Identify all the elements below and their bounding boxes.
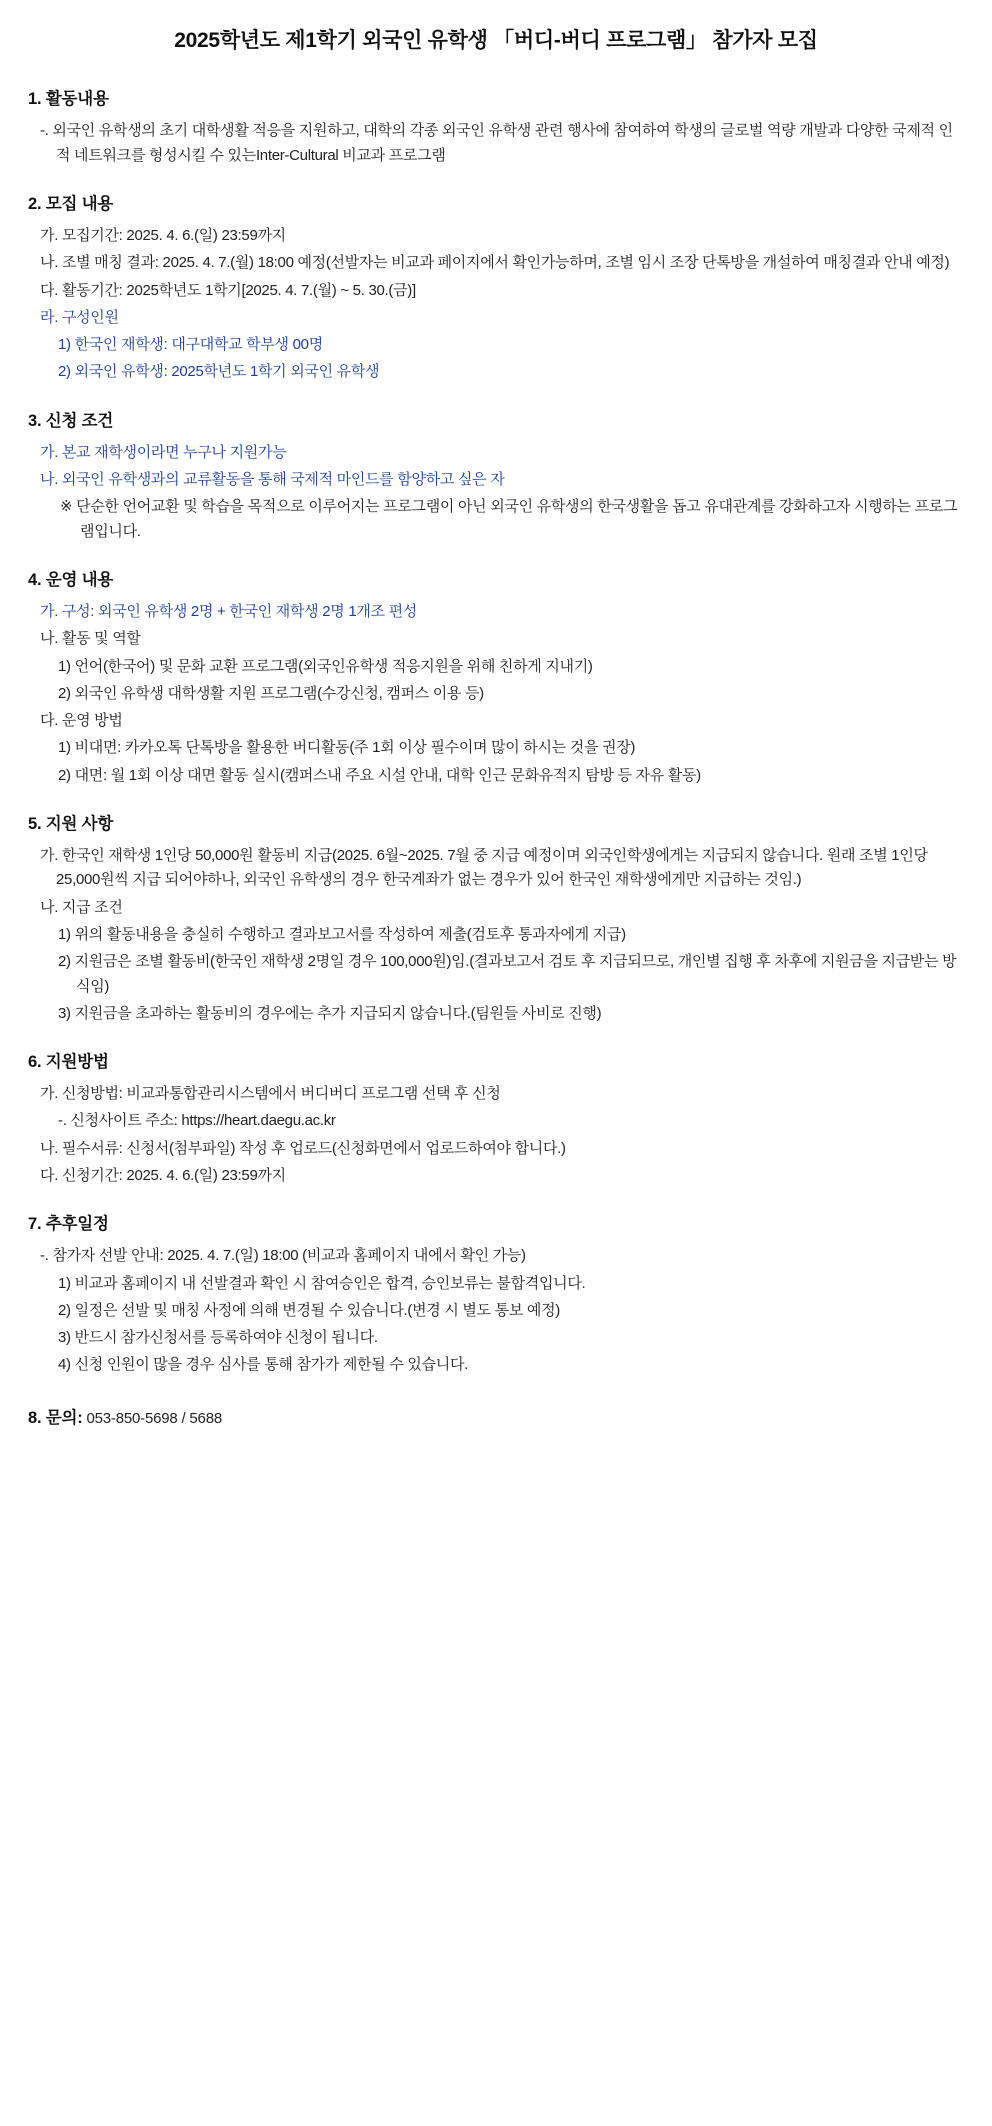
section-item: 다. 활동기간: 2025학년도 1학기[2025. 4. 7.(월) ~ 5. 30.(금)] xyxy=(40,281,416,299)
section-item: 2) 지원금은 조별 활동비(한국인 재학생 2명일 경우 100,000원)임.(결과보고서 검토 후 지급되므로, 개인별 집행 후 차후에 지원금을 지급받는 방식임) xyxy=(58,953,957,995)
section-item: 다. 신청기간: 2025. 4. 6.(일) 23:59까지 xyxy=(40,1167,286,1184)
page-title: 2025학년도 제1학기 외국인 유학생 「버디-버디 프로그램」 참가자 모집 xyxy=(174,29,818,52)
section-item: 1) 언어(한국어) 및 문화 교환 프로그램(외국인유학생 적응지원을 위해 친하게 지내기) xyxy=(58,657,593,675)
section-item: 라. 구성인원 xyxy=(40,308,119,326)
section-item: 나. 지급 조건 xyxy=(40,898,123,916)
section-item: 가. 구성: 외국인 유학생 2명 + 한국인 재학생 2명 1개조 편성 xyxy=(40,602,417,620)
section-application-conditions xyxy=(28,407,964,544)
section-item: 2) 외국인 유학생 대학생활 지원 프로그램(수강신청, 캠퍼스 이용 등) xyxy=(58,684,484,702)
section-item: 1) 위의 활동내용을 충실히 수행하고 결과보고서를 작성하여 제출(검토후 통과자에게 지급) xyxy=(58,925,626,943)
section-heading: 2. 모집 내용 xyxy=(28,194,114,213)
section-support-details xyxy=(28,810,964,1026)
section-how-to-apply xyxy=(28,1048,964,1188)
section-item: 나. 활동 및 역할 xyxy=(40,630,141,648)
section-item: 4) 신청 인원이 많을 경우 심사를 통해 참가가 제한될 수 있습니다. xyxy=(58,1356,469,1374)
section-item: 다. 운영 방법 xyxy=(40,712,123,730)
section-item: 가. 모집기간: 2025. 4. 6.(일) 23:59까지 xyxy=(40,226,286,244)
section-heading: 4. 운영 내용 xyxy=(28,570,114,589)
section-recruitment-details xyxy=(28,190,964,385)
section-heading: 7. 추후일정 xyxy=(28,1215,109,1234)
section-item: 1) 비대면: 카카오톡 단톡방을 활용한 버디활동(주 1회 이상 필수이며 많이 하시는 것을 권장) xyxy=(58,739,636,757)
section-item: 1) 한국인 재학생: 대구대학교 학부생 00명 xyxy=(58,336,323,354)
section-item: 2) 일정은 선발 및 매칭 사정에 의해 변경될 수 있습니다.(변경 시 별도 통보 예정) xyxy=(58,1301,560,1319)
section-item: -. 외국인 유학생의 초기 대학생활 적응을 지원하고, 대학의 각종 외국인 유학생 관련 행사에 참여하여 학생의 글로벌 역량 개발과 다양한 국제적 인적 네트워크를 형성시킬 수 있는Inter-Cultural 비교과 프로그램 xyxy=(40,122,953,164)
section-heading: 5. 지원 사항 xyxy=(28,815,114,834)
section-item: 나. 조별 매칭 결과: 2025. 4. 7.(월) 18:00 예정(선발자는 비교과 페이지에서 확인가능하며, 조별 임시 조장 단톡방을 개설하여 매칭결과 안내 예정) xyxy=(40,254,950,272)
application-site-url[interactable]: -. 신청사이트 주소: https://heart.daegu.ac.kr xyxy=(58,1112,336,1130)
section-item: 1) 비교과 홈페이지 내 선발결과 확인 시 참여승인은 합격, 승인보류는 불합격입니다. xyxy=(58,1274,586,1292)
contact-phone: 053-850-5698 / 5688 xyxy=(86,1409,222,1427)
section-item: -. 참가자 선발 안내: 2025. 4. 7.(일) 18:00 (비교과 홈페이지 내에서 확인 가능) xyxy=(40,1247,526,1265)
section-item: 가. 한국인 재학생 1인당 50,000원 활동비 지급(2025. 6월~2025. 7월 중 지급 예정이며 외국인학생에게는 지급되지 않습니다. 원래 조별 1인당 25,000원씩 지급 되어야하나, 외국인 유학생의 경우 한국계좌가 없는 경우가 있어 한국인 재학생에게만 지급하는 것임.) xyxy=(40,847,928,889)
section-item: 3) 지원금을 초과하는 활동비의 경우에는 추가 지급되지 않습니다.(팀원들 사비로 진행) xyxy=(58,1004,602,1022)
section-heading: 6. 지원방법 xyxy=(28,1053,109,1072)
section-note: ※ 단순한 언어교환 및 학습을 목적으로 이루어지는 프로그램이 아닌 외국인 유학생의 한국생활을 돕고 유대관계를 강화하고자 시행하는 프로그램입니다. xyxy=(60,498,958,540)
section-operation-content xyxy=(28,566,964,788)
section-item: 2) 외국인 유학생: 2025학년도 1학기 외국인 유학생 xyxy=(58,363,380,381)
contact-section xyxy=(28,1404,964,1428)
section-heading: 1. 활동내용 xyxy=(28,90,109,109)
section-item: 가. 본교 재학생이라면 누구나 지원가능 xyxy=(40,443,287,461)
section-activity-content xyxy=(28,85,964,168)
section-future-schedule xyxy=(28,1210,964,1377)
section-item: 나. 필수서류: 신청서(첨부파일) 작성 후 업로드(신청화면에서 업로드하여야 합니다.) xyxy=(40,1139,566,1157)
section-item: 2) 대면: 월 1회 이상 대면 활동 실시(캠퍼스내 주요 시설 안내, 대학 인근 문화유적지 탐방 등 자유 활동) xyxy=(58,766,701,784)
section-heading: 3. 신청 조건 xyxy=(28,411,114,430)
section-item: 3) 반드시 참가신청서를 등록하여야 신청이 됩니다. xyxy=(58,1329,378,1347)
section-item: 나. 외국인 유학생과의 교류활동을 통해 국제적 마인드를 함양하고 싶은 자 xyxy=(40,471,505,489)
section-item: 가. 신청방법: 비교과통합관리시스템에서 버디버디 프로그램 선택 후 신청 xyxy=(40,1085,501,1103)
contact-label: 8. 문의: xyxy=(28,1408,83,1427)
